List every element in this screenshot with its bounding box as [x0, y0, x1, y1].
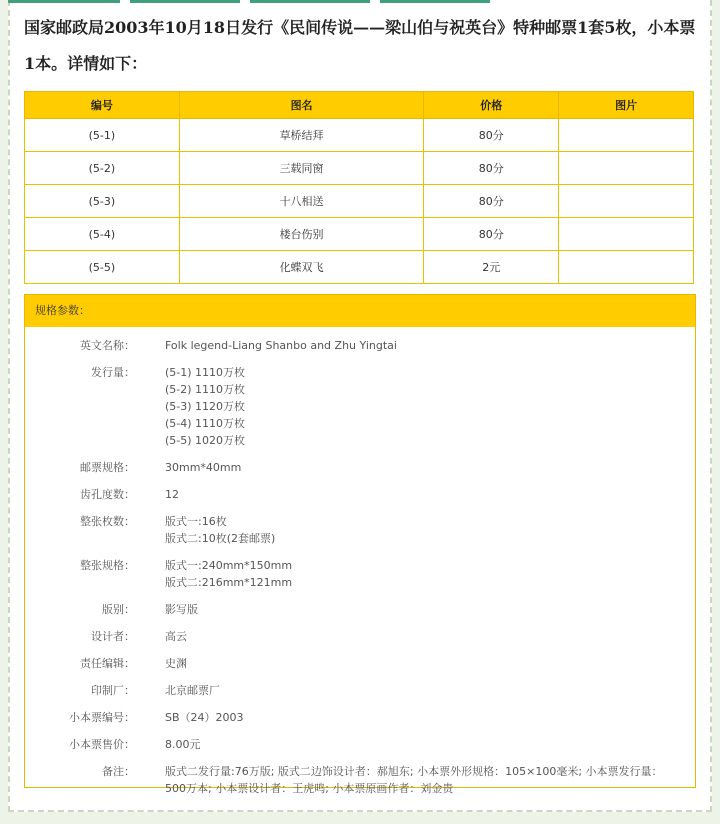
value-line: 版式二发行量:76万版; 版式二边饰设计者：郝旭东; 小本票外形规格：105×100毫米; 小本票发行量：500万本; 小本票设计者：王虎鸣; 小本票原画作者：刘金贵 — [165, 765, 663, 795]
spec-row-perforation — [25, 486, 695, 503]
cell-name: 草桥结拜 — [179, 119, 424, 152]
header-image: 图片 — [559, 92, 694, 119]
cell-image — [559, 251, 694, 284]
spec-label: 责任编辑： — [80, 657, 135, 670]
value-line: 高云 — [165, 630, 187, 643]
spec-label: 版别： — [102, 603, 135, 616]
intro-text: 国家邮政局2003年10月18日发行《民间传说——梁山伯与祝英台》特种邮票1套5枚，小本票1本。详情如下： — [24, 18, 696, 73]
spec-value — [165, 736, 665, 753]
spec-list — [25, 327, 695, 797]
spec-row-circulation — [25, 364, 695, 449]
value-line: (5-5) 1020万枚 — [165, 434, 246, 447]
spec-label: 齿孔度数： — [80, 488, 135, 501]
spec-label: 设计者： — [91, 630, 135, 643]
table-header-row — [25, 92, 694, 119]
spec-panel — [24, 294, 696, 795]
spec-row-printer — [25, 682, 695, 699]
spec-title: 规格参数： — [25, 295, 695, 327]
cell-image — [559, 185, 694, 218]
cell-code: (5-1) — [25, 119, 180, 152]
table-row — [25, 185, 694, 218]
spec-value — [165, 682, 665, 699]
spec-row-sheet-size — [25, 557, 695, 591]
value-line: (5-2) 1110万枚 — [165, 383, 246, 396]
value-line: 北京邮票厂 — [165, 684, 220, 697]
cell-image — [559, 218, 694, 251]
cell-image — [559, 152, 694, 185]
header-price: 价格 — [424, 92, 559, 119]
value-line: (5-4) 1110万枚 — [165, 417, 246, 430]
spec-value — [165, 601, 665, 618]
spec-value — [165, 459, 665, 476]
value-line: 版式一:16枚 — [165, 515, 227, 528]
cell-price: 80分 — [424, 119, 559, 152]
value-line: 史渊 — [165, 657, 187, 670]
spec-value — [165, 513, 665, 547]
cell-name: 化蝶双飞 — [179, 251, 424, 284]
cell-price: 80分 — [424, 152, 559, 185]
spec-value — [165, 628, 665, 645]
spec-label: 整张枚数： — [80, 515, 135, 528]
spec-value — [165, 486, 665, 503]
spec-label: 备注： — [102, 765, 135, 778]
cell-price: 80分 — [424, 218, 559, 251]
spec-row-size — [25, 459, 695, 476]
value-line: 版式二:10枚(2套邮票) — [165, 532, 276, 545]
spec-label: 邮票规格： — [80, 461, 135, 474]
spec-label: 小本票编号： — [69, 711, 135, 724]
value-line: 30mm*40mm — [165, 461, 242, 474]
value-line: (5-3) 1120万枚 — [165, 400, 246, 413]
spec-label: 整张规格： — [80, 559, 135, 572]
stamp-table — [24, 91, 694, 284]
cell-name: 十八相送 — [179, 185, 424, 218]
spec-row-notes — [25, 763, 695, 797]
value-line: 8.00元 — [165, 738, 201, 751]
spec-value — [165, 763, 665, 797]
cell-code: (5-4) — [25, 218, 180, 251]
spec-label: 发行量： — [91, 366, 135, 379]
cell-code: (5-2) — [25, 152, 180, 185]
spec-row-booklet-price — [25, 736, 695, 753]
value-line: Folk legend-Liang Shanbo and Zhu Yingtai — [165, 339, 397, 352]
header-name: 图名 — [179, 92, 424, 119]
spec-row-print-type — [25, 601, 695, 618]
table-row — [25, 119, 694, 152]
cell-code: (5-3) — [25, 185, 180, 218]
spec-row-english-name — [25, 337, 695, 354]
value-line: SB（24）2003 — [165, 711, 244, 724]
spec-value — [165, 709, 665, 726]
spec-label: 小本票售价： — [69, 738, 135, 751]
cell-price: 80分 — [424, 185, 559, 218]
spec-value — [165, 364, 665, 449]
spec-row-editor — [25, 655, 695, 672]
value-line: 版式一:240mm*150mm — [165, 559, 293, 572]
top-tab-strip — [8, 0, 712, 3]
spec-label: 英文名称： — [80, 339, 135, 352]
table-row — [25, 251, 694, 284]
value-line: 12 — [165, 488, 179, 501]
spec-row-designer — [25, 628, 695, 645]
spec-value — [165, 337, 665, 354]
value-line: 版式二:216mm*121mm — [165, 576, 293, 589]
value-line: (5-1) 1110万枚 — [165, 366, 246, 379]
spec-value — [165, 557, 665, 591]
table-row — [25, 152, 694, 185]
cell-image — [559, 119, 694, 152]
spec-row-booklet-number — [25, 709, 695, 726]
spec-value — [165, 655, 665, 672]
cell-code: (5-5) — [25, 251, 180, 284]
spec-label: 印制厂： — [91, 684, 135, 697]
value-line: 影写版 — [165, 603, 198, 616]
header-code: 编号 — [25, 92, 180, 119]
cell-price: 2元 — [424, 251, 559, 284]
cell-name: 楼台伤别 — [179, 218, 424, 251]
table-row — [25, 218, 694, 251]
cell-name: 三载同窗 — [179, 152, 424, 185]
spec-row-sheet-count — [25, 513, 695, 547]
